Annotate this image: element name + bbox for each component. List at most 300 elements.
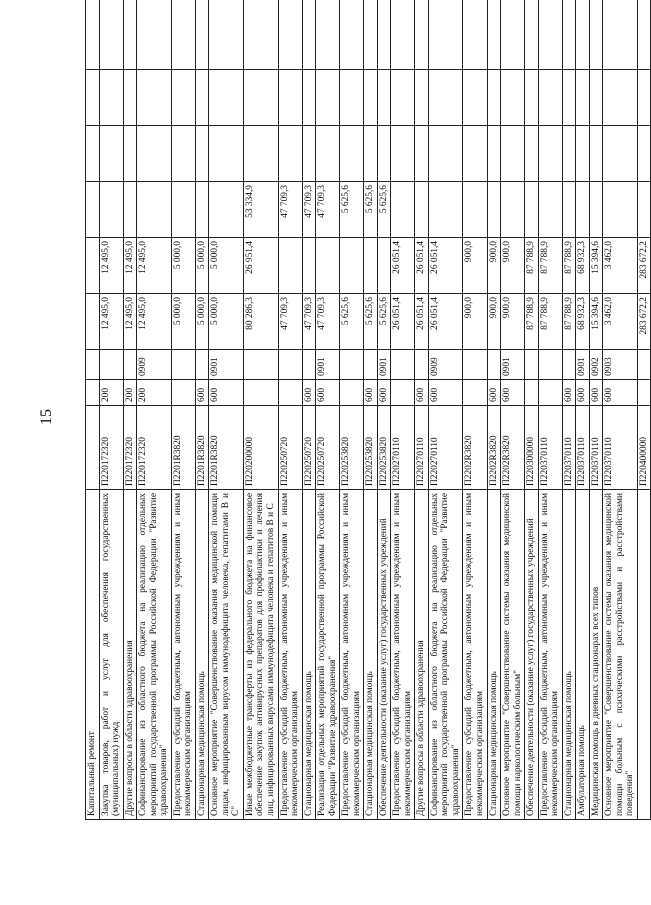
amount-col-3 [562, 182, 576, 238]
row-name: Софинансирование из областного бюджета на реализацию отдельных мероприятий государственной программы Российской Федерации "Развитие здравоохранения" [428, 490, 463, 820]
target-code: П220400000 [637, 406, 651, 490]
amount-col-4 [589, 126, 603, 182]
expense-type [171, 380, 195, 406]
table-row [391, 0, 415, 820]
amount-col-1: 12 495,0 [137, 294, 172, 350]
target-code: П220172320 [99, 406, 123, 490]
amount-col-2: 900,0 [463, 238, 487, 294]
table-row [302, 0, 316, 820]
expense-type: 600 [562, 380, 576, 406]
amount-col-6 [278, 0, 302, 70]
section-code [171, 350, 195, 380]
table-row [487, 0, 501, 820]
amount-col-1: 15 394,6 [589, 294, 603, 350]
amount-col-4 [501, 126, 525, 182]
table-row [209, 0, 244, 820]
amount-col-2: 87 788,9 [525, 238, 539, 294]
row-name: Другие вопросы в области здравоохранения [415, 490, 429, 820]
amount-col-4 [415, 126, 429, 182]
expense-type [340, 380, 364, 406]
target-code [86, 406, 100, 490]
amount-col-6 [243, 0, 278, 70]
table-row [562, 0, 576, 820]
amount-col-6 [316, 0, 340, 70]
amount-col-5 [637, 70, 651, 126]
section-code: 0909 [428, 350, 463, 380]
amount-col-3: 47 709,3 [278, 182, 302, 238]
amount-col-3: 47 709,3 [302, 182, 316, 238]
expense-type [463, 380, 487, 406]
amount-col-5 [603, 70, 638, 126]
expense-type: 600 [589, 380, 603, 406]
table-row [86, 0, 100, 820]
expense-type: 600 [364, 380, 378, 406]
row-name: Основное мероприятие "Совершенствование оказания медицинской помощи лицам, инфицированным вирусом иммунодефицита человека, гепатитами В и С" [209, 490, 244, 820]
amount-col-5 [428, 70, 463, 126]
table-row [538, 0, 562, 820]
amount-col-5 [562, 70, 576, 126]
amount-col-5 [391, 70, 415, 126]
section-code [525, 350, 539, 380]
section-code [391, 350, 415, 380]
amount-col-6 [391, 0, 415, 70]
amount-col-4 [123, 126, 137, 182]
section-code [99, 350, 123, 380]
amount-col-3 [589, 182, 603, 238]
amount-col-1: 5 625,6 [377, 294, 391, 350]
amount-col-4 [576, 126, 590, 182]
table-row [637, 0, 651, 820]
target-code: П2201R3820 [171, 406, 195, 490]
amount-col-3 [538, 182, 562, 238]
expense-type: 600 [415, 380, 429, 406]
expense-type: 200 [123, 380, 137, 406]
amount-col-6 [415, 0, 429, 70]
section-code: 0903 [603, 350, 638, 380]
row-name: Стационарная медицинская помощь [195, 490, 209, 820]
amount-col-2 [86, 238, 100, 294]
section-code [562, 350, 576, 380]
table-row [415, 0, 429, 820]
expense-type: 600 [209, 380, 244, 406]
row-name: Предоставление субсидий бюджетным, автономным учреждениям и иным некоммерческим организациям [278, 490, 302, 820]
expense-type [391, 380, 415, 406]
amount-col-5 [463, 70, 487, 126]
amount-col-3 [99, 182, 123, 238]
section-code [278, 350, 302, 380]
section-code: 0901 [209, 350, 244, 380]
amount-col-1: 87 788,9 [562, 294, 576, 350]
amount-col-3 [123, 182, 137, 238]
expense-type [538, 380, 562, 406]
expense-type [86, 380, 100, 406]
section-code [243, 350, 278, 380]
section-code [364, 350, 378, 380]
amount-col-5 [501, 70, 525, 126]
target-code: П2202R3820 [463, 406, 487, 490]
amount-col-6 [302, 0, 316, 70]
amount-col-4 [243, 126, 278, 182]
expense-type [525, 380, 539, 406]
amount-col-2: 26 051,4 [391, 238, 415, 294]
section-code [195, 350, 209, 380]
budget-sheet [85, 0, 649, 820]
table-row [364, 0, 378, 820]
amount-col-5 [137, 70, 172, 126]
amount-col-5 [415, 70, 429, 126]
amount-col-5 [195, 70, 209, 126]
expense-type [243, 380, 278, 406]
amount-col-4 [364, 126, 378, 182]
amount-col-6 [463, 0, 487, 70]
amount-col-1: 47 709,3 [302, 294, 316, 350]
amount-col-4 [195, 126, 209, 182]
amount-col-3 [576, 182, 590, 238]
target-code: П220370110 [538, 406, 562, 490]
amount-col-1: 87 788,9 [525, 294, 539, 350]
amount-col-6 [525, 0, 539, 70]
target-code: П220172320 [137, 406, 172, 490]
row-name: Стационарная медицинская помощь [302, 490, 316, 820]
target-code: П2201R3820 [209, 406, 244, 490]
row-name: Софинансирование из областного бюджета на реализацию отдельных мероприятий государственной программы Российской Федерации "Развитие здравоохранения" [137, 490, 172, 820]
target-code: П220300000 [525, 406, 539, 490]
amount-col-5 [576, 70, 590, 126]
expense-type: 600 [603, 380, 638, 406]
amount-col-4 [171, 126, 195, 182]
amount-col-4 [278, 126, 302, 182]
amount-col-5 [86, 70, 100, 126]
section-code: 0901 [501, 350, 525, 380]
row-name: Обеспечение деятельности (оказание услуг) государственных учреждений [377, 490, 391, 820]
amount-col-3 [415, 182, 429, 238]
table-row [589, 0, 603, 820]
amount-col-5 [302, 70, 316, 126]
expense-type: 600 [316, 380, 340, 406]
amount-col-2 [278, 238, 302, 294]
amount-col-4 [316, 126, 340, 182]
row-name: Другие вопросы в области здравоохранения [123, 490, 137, 820]
section-code [123, 350, 137, 380]
amount-col-1: 5 000,0 [171, 294, 195, 350]
row-name: Закупка товаров, работ и услуг для обеспечения государственных (муниципальных) нужд [99, 490, 123, 820]
table-row [463, 0, 487, 820]
expense-type: 600 [501, 380, 525, 406]
amount-col-4 [538, 126, 562, 182]
row-name: Предоставление субсидий бюджетным, автономным учреждениям и иным некоммерческим организациям [171, 490, 195, 820]
target-code: П220370110 [589, 406, 603, 490]
amount-col-1: 900,0 [463, 294, 487, 350]
amount-col-3: 5 625,6 [377, 182, 391, 238]
section-code [538, 350, 562, 380]
amount-col-4 [603, 126, 638, 182]
table-row [340, 0, 364, 820]
row-name: Основное мероприятие "Совершенствование системы оказания медицинской помощи наркологическим больным" [501, 490, 525, 820]
amount-col-5 [99, 70, 123, 126]
row-name: Стационарная медицинская помощь [562, 490, 576, 820]
target-code: П220270110 [415, 406, 429, 490]
table-row [603, 0, 638, 820]
amount-col-1: 87 788,9 [538, 294, 562, 350]
target-code: П2202R3820 [501, 406, 525, 490]
amount-col-6 [589, 0, 603, 70]
amount-col-5 [278, 70, 302, 126]
expense-type: 600 [302, 380, 316, 406]
amount-col-2: 3 462,0 [603, 238, 638, 294]
amount-col-6 [562, 0, 576, 70]
amount-col-1: 12 495,0 [123, 294, 137, 350]
table-row [377, 0, 391, 820]
target-code: П220200000 [243, 406, 278, 490]
amount-col-1: 12 495,0 [99, 294, 123, 350]
amount-col-6 [377, 0, 391, 70]
table-row [99, 0, 123, 820]
target-code: П220250720 [316, 406, 340, 490]
amount-col-2: 900,0 [487, 238, 501, 294]
amount-col-3 [86, 182, 100, 238]
amount-col-4 [428, 126, 463, 182]
amount-col-3 [525, 182, 539, 238]
amount-col-5 [316, 70, 340, 126]
amount-col-2: 87 788,9 [538, 238, 562, 294]
amount-col-1: 47 709,3 [316, 294, 340, 350]
table-row [195, 0, 209, 820]
amount-col-4 [99, 126, 123, 182]
row-name: Обеспечение деятельности (оказание услуг) государственных учреждений [525, 490, 539, 820]
target-code: П220253820 [340, 406, 364, 490]
amount-col-1: 5 000,0 [209, 294, 244, 350]
row-name: Предоставление субсидий бюджетным, автономным учреждениям и иным некоммерческим организациям [391, 490, 415, 820]
section-code [340, 350, 364, 380]
amount-col-3: 5 625,6 [364, 182, 378, 238]
page-number: 15 [38, 409, 55, 425]
amount-col-5 [364, 70, 378, 126]
amount-col-5 [171, 70, 195, 126]
amount-col-6 [123, 0, 137, 70]
amount-col-1: 3 462,0 [603, 294, 638, 350]
amount-col-2 [340, 238, 364, 294]
amount-col-1: 5 625,6 [340, 294, 364, 350]
section-code [415, 350, 429, 380]
amount-col-6 [538, 0, 562, 70]
section-code [302, 350, 316, 380]
amount-col-6 [603, 0, 638, 70]
amount-col-4 [637, 126, 651, 182]
amount-col-5 [487, 70, 501, 126]
table-row [316, 0, 340, 820]
table-row [171, 0, 195, 820]
amount-col-5 [538, 70, 562, 126]
target-code: П220370110 [603, 406, 638, 490]
amount-col-2 [302, 238, 316, 294]
target-code: П220370110 [562, 406, 576, 490]
amount-col-4 [340, 126, 364, 182]
target-code: П220270110 [391, 406, 415, 490]
amount-col-3 [603, 182, 638, 238]
amount-col-6 [487, 0, 501, 70]
amount-col-1: 900,0 [501, 294, 525, 350]
amount-col-2: 12 495,0 [99, 238, 123, 294]
amount-col-6 [340, 0, 364, 70]
amount-col-4 [377, 126, 391, 182]
expense-type: 600 [428, 380, 463, 406]
amount-col-6 [195, 0, 209, 70]
expense-type: 200 [137, 380, 172, 406]
section-code: 0901 [576, 350, 590, 380]
row-name: Медицинская помощь в дневных стационарах всех типов [589, 490, 603, 820]
amount-col-1: 26 051,4 [391, 294, 415, 350]
amount-col-3 [487, 182, 501, 238]
amount-col-4 [562, 126, 576, 182]
amount-col-3 [171, 182, 195, 238]
amount-col-3 [501, 182, 525, 238]
amount-col-6 [99, 0, 123, 70]
amount-col-3 [209, 182, 244, 238]
section-code [637, 350, 651, 380]
amount-col-6 [428, 0, 463, 70]
amount-col-2: 26 051,4 [428, 238, 463, 294]
amount-col-6 [501, 0, 525, 70]
amount-col-2: 5 000,0 [209, 238, 244, 294]
amount-col-4 [487, 126, 501, 182]
target-code: П2201R3820 [195, 406, 209, 490]
budget-table [85, 0, 651, 820]
amount-col-2 [377, 238, 391, 294]
amount-col-3 [428, 182, 463, 238]
amount-col-2: 5 000,0 [171, 238, 195, 294]
amount-col-6 [364, 0, 378, 70]
budget-table-body [86, 0, 651, 820]
section-code: 0901 [316, 350, 340, 380]
target-code: П2202R3820 [487, 406, 501, 490]
amount-col-3 [463, 182, 487, 238]
target-code: П220370110 [576, 406, 590, 490]
amount-col-4 [302, 126, 316, 182]
amount-col-2: 12 495,0 [123, 238, 137, 294]
section-code [463, 350, 487, 380]
amount-col-6 [86, 0, 100, 70]
expense-type [278, 380, 302, 406]
amount-col-5 [209, 70, 244, 126]
amount-col-6 [576, 0, 590, 70]
amount-col-1 [86, 294, 100, 350]
target-code: П220253820 [377, 406, 391, 490]
table-row [525, 0, 539, 820]
amount-col-2: 900,0 [501, 238, 525, 294]
amount-col-2: 26 051,4 [415, 238, 429, 294]
expense-type: 600 [195, 380, 209, 406]
target-code: П220250720 [278, 406, 302, 490]
amount-col-2: 283 672,2 [637, 238, 651, 294]
row-name: Реализация отдельных мероприятий государственной программы Российской Федерации "Развитие здравоохранения" [316, 490, 340, 820]
row-name: Амбулаторная помощь [576, 490, 590, 820]
amount-col-1: 283 672,2 [637, 294, 651, 350]
row-name: Предоставление субсидий бюджетным, автономным учреждениям и иным некоммерческим организациям [463, 490, 487, 820]
amount-col-3: 47 709,3 [316, 182, 340, 238]
row-name: Стационарная медицинская помощь [487, 490, 501, 820]
target-code: П220270110 [428, 406, 463, 490]
target-code: П220172320 [123, 406, 137, 490]
row-name: Капитальный ремонт [86, 490, 100, 820]
amount-col-3: 5 625,6 [340, 182, 364, 238]
section-code [487, 350, 501, 380]
amount-col-1: 80 286,3 [243, 294, 278, 350]
amount-col-6 [137, 0, 172, 70]
amount-col-4 [525, 126, 539, 182]
amount-col-1: 26 051,4 [428, 294, 463, 350]
amount-col-6 [171, 0, 195, 70]
table-row [137, 0, 172, 820]
amount-col-5 [589, 70, 603, 126]
amount-col-3 [391, 182, 415, 238]
amount-col-6 [637, 0, 651, 70]
amount-col-2: 26 951,4 [243, 238, 278, 294]
table-row [428, 0, 463, 820]
amount-col-3: 53 334,9 [243, 182, 278, 238]
amount-col-3 [137, 182, 172, 238]
amount-col-5 [525, 70, 539, 126]
section-code [86, 350, 100, 380]
amount-col-4 [137, 126, 172, 182]
amount-col-1: 900,0 [487, 294, 501, 350]
expense-type: 200 [99, 380, 123, 406]
amount-col-2: 12 495,0 [137, 238, 172, 294]
amount-col-3 [195, 182, 209, 238]
table-row [278, 0, 302, 820]
target-code: П220253820 [364, 406, 378, 490]
amount-col-2 [364, 238, 378, 294]
amount-col-5 [340, 70, 364, 126]
amount-col-2: 5 000,0 [195, 238, 209, 294]
amount-col-2 [316, 238, 340, 294]
amount-col-4 [209, 126, 244, 182]
amount-col-5 [123, 70, 137, 126]
amount-col-4 [391, 126, 415, 182]
target-code: П220250720 [302, 406, 316, 490]
table-row [501, 0, 525, 820]
row-name: Предоставление субсидий бюджетным, автономным учреждениям и иным некоммерческим организациям [538, 490, 562, 820]
row-name: Иные межбюджетные трансферты из федерального бюджета на финансовое обеспечение закупок антивирусных препаратов для профилактики и лечения лиц, инфицированных вирусами иммунодефицита человека и гепатитов В и С [243, 490, 278, 820]
section-code: 0909 [137, 350, 172, 380]
amount-col-6 [209, 0, 244, 70]
amount-col-1: 5 625,6 [364, 294, 378, 350]
row-name: Предоставление субсидий бюджетным, автономным учреждениям и иным некоммерческим организациям [340, 490, 364, 820]
row-name [637, 490, 651, 820]
amount-col-4 [463, 126, 487, 182]
amount-col-3 [637, 182, 651, 238]
expense-type: 600 [576, 380, 590, 406]
section-code: 0902 [589, 350, 603, 380]
amount-col-5 [377, 70, 391, 126]
expense-type: 600 [377, 380, 391, 406]
amount-col-4 [86, 126, 100, 182]
amount-col-1: 26 051,4 [415, 294, 429, 350]
section-code: 0901 [377, 350, 391, 380]
amount-col-1: 5 000,0 [195, 294, 209, 350]
amount-col-2: 68 932,3 [576, 238, 590, 294]
row-name: Основное мероприятие "Совершенствование системы оказания медицинской помощи больным с психическими расстройствами и расстройствами поведения" [603, 490, 638, 820]
table-row [243, 0, 278, 820]
amount-col-1: 47 709,3 [278, 294, 302, 350]
amount-col-5 [243, 70, 278, 126]
amount-col-2: 15 394,6 [589, 238, 603, 294]
expense-type: 600 [487, 380, 501, 406]
row-name: Стационарная медицинская помощь [364, 490, 378, 820]
amount-col-2: 87 788,9 [562, 238, 576, 294]
table-row [123, 0, 137, 820]
amount-col-1: 68 932,3 [576, 294, 590, 350]
table-row [576, 0, 590, 820]
